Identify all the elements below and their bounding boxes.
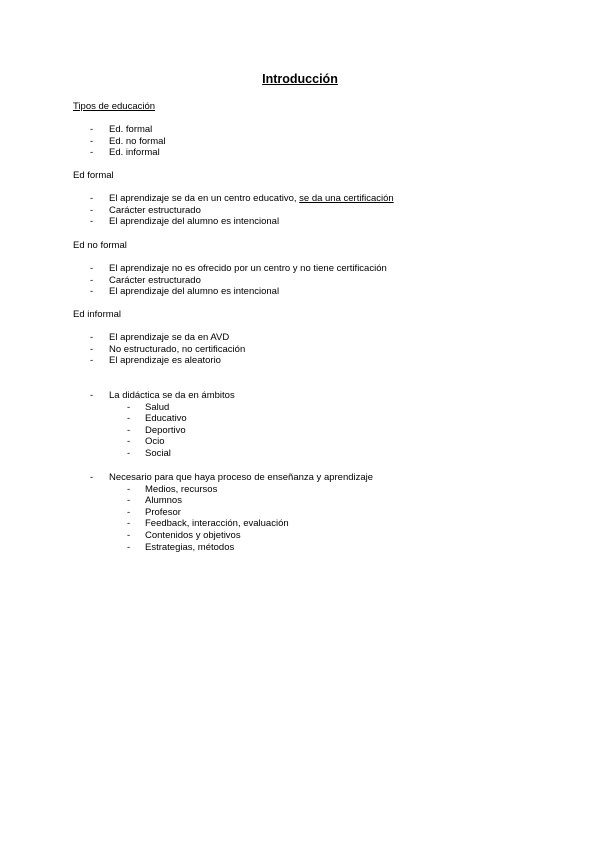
list-item-text: La didáctica se da en ámbitos (109, 390, 235, 401)
bullet-dash: - (127, 495, 131, 507)
bullet-dash: - (127, 541, 131, 553)
bullet-dash: - (127, 401, 131, 413)
list-item-text: Ed. formal (109, 124, 153, 135)
section-heading-informal: Ed informal (73, 309, 122, 320)
sublist-item-text: Ocio (145, 436, 165, 448)
list-item-text-part: El aprendizaje se da en un centro educativo, (109, 193, 300, 204)
section-heading-tipos: Tipos de educación (73, 101, 156, 112)
bullet-dash: - (127, 529, 131, 541)
list-item-text: No estructurado, no certificación (109, 343, 246, 355)
bullet-dash: - (90, 472, 94, 483)
sublist-item-text: Feedback, interacción, evaluación (145, 518, 289, 530)
list-item-text: El aprendizaje del alumno es intencional (109, 286, 280, 298)
list-item-text: Ed. no formal (109, 135, 166, 147)
section-heading-formal: Ed formal (73, 170, 114, 181)
bullet-dash: - (90, 263, 94, 274)
sublist-item-text: Deportivo (145, 424, 186, 436)
bullet-dash: - (90, 204, 94, 216)
sublist-item-text: Educativo (145, 413, 187, 425)
bullet-dash: - (90, 286, 94, 298)
list-item-text: El aprendizaje no es ofrecido por un centro y no tiene certificación (109, 263, 387, 274)
sublist-item-text: Medios, recursos (145, 483, 218, 495)
bullet-dash: - (90, 343, 94, 355)
bullet-dash: - (90, 332, 94, 343)
sublist-item-text: Social (145, 447, 171, 459)
bullet-dash: - (127, 518, 131, 530)
sublist-item-text: Estrategias, métodos (145, 541, 235, 553)
list-item-text: Carácter estructurado (109, 274, 201, 286)
bullet-dash: - (90, 390, 94, 401)
bullet-dash: - (90, 147, 94, 159)
list-item-text (109, 193, 394, 205)
bullet-dash: - (127, 483, 131, 495)
underlined-emphasis: se da una certificación (299, 193, 394, 204)
bullet-dash: - (127, 436, 131, 448)
page-title: Introducción (262, 72, 338, 86)
bullet-dash: - (127, 413, 131, 425)
bullet-dash: - (90, 216, 94, 228)
bullet-dash: - (127, 506, 131, 518)
sublist-item-text: Contenidos y objetivos (145, 529, 241, 541)
list-item-text: El aprendizaje del alumno es intencional (109, 216, 280, 228)
bullet-dash: - (127, 447, 131, 459)
list-item-text: Necesario para que haya proceso de enseñanza y aprendizaje (109, 472, 374, 483)
bullet-dash: - (127, 424, 131, 436)
sublist-item-text: Alumnos (145, 495, 182, 507)
list-item-text: El aprendizaje se da en AVD (109, 332, 230, 343)
bullet-dash: - (90, 193, 94, 204)
bullet-dash: - (90, 124, 94, 135)
list-item-text: Carácter estructurado (109, 204, 201, 216)
section-heading-noformal: Ed no formal (73, 240, 127, 251)
bullet-dash: - (90, 355, 94, 367)
list-item-text: El aprendizaje es aleatorio (109, 355, 221, 367)
sublist-item-text: Salud (145, 401, 170, 413)
bullet-dash: - (90, 274, 94, 286)
list-item-text: Ed. informal (109, 147, 160, 159)
sublist-item-text: Profesor (145, 506, 181, 518)
bullet-dash: - (90, 135, 94, 147)
